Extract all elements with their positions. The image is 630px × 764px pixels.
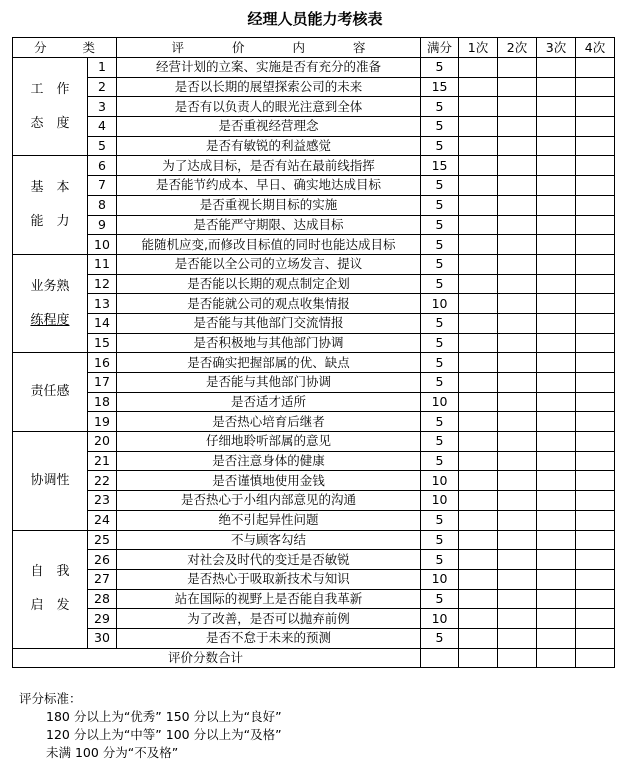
score-input-round-2[interactable] [498,392,537,412]
item-number: 5 [88,136,117,156]
table-row [13,136,615,156]
item-content: 为了达成目标，是否有站在最前线指挥 [117,156,421,176]
table-row [13,589,615,609]
score-input-round-2[interactable] [498,550,537,570]
item-content: 经营计划的立案、实施是否有充分的准备 [117,58,421,78]
item-full-score: 10 [421,392,459,412]
item-full-score: 5 [421,628,459,648]
score-input-round-2[interactable] [498,97,537,117]
score-input-round-1[interactable] [459,215,498,235]
notes-line: 180 分以上为“优秀” 150 分以上为“良好” [46,709,282,724]
score-input-round-1[interactable] [459,235,498,255]
score-input-round-3[interactable] [537,569,576,589]
item-full-score: 5 [421,117,459,137]
item-number: 29 [88,609,117,629]
score-input-round-1[interactable] [459,412,498,432]
score-input-round-2[interactable] [498,432,537,452]
score-input-round-3[interactable] [537,510,576,530]
table-header-row [13,38,615,58]
score-input-round-4[interactable] [576,530,615,550]
item-number: 7 [88,176,117,196]
item-full-score: 5 [421,550,459,570]
notes-heading: 评分标准： [19,691,82,706]
item-content: 对社会及时代的变迁是否敏锐 [117,550,421,570]
score-input-round-1[interactable] [459,510,498,530]
item-content: 不与顾客勾结 [117,530,421,550]
item-content: 是否有敏锐的利益感觉 [117,136,421,156]
score-input-round-1[interactable] [459,491,498,511]
item-number: 28 [88,589,117,609]
item-full-score: 5 [421,97,459,117]
score-input-round-2[interactable] [498,353,537,373]
item-number: 14 [88,313,117,333]
item-content: 仔细地聆听部属的意见 [117,432,421,452]
item-number: 20 [88,432,117,452]
item-full-score: 10 [421,569,459,589]
header-round-1: 1次 [459,38,498,58]
score-input-round-2[interactable] [498,136,537,156]
item-full-score: 10 [421,491,459,511]
item-full-score: 5 [421,589,459,609]
score-input-round-2[interactable] [498,215,537,235]
category-label: 协调性 [30,472,70,488]
total-score-round-4[interactable] [576,648,615,668]
score-input-round-4[interactable] [576,117,615,137]
table-row [13,254,615,274]
score-input-round-4[interactable] [576,254,615,274]
score-input-round-2[interactable] [498,510,537,530]
score-input-round-2[interactable] [498,313,537,333]
score-input-round-1[interactable] [459,136,498,156]
table-row [13,412,615,432]
score-input-round-1[interactable] [459,176,498,196]
category-cell [13,58,88,156]
page-title: 经理人员能力考核表 [247,10,383,28]
score-input-round-2[interactable] [498,628,537,648]
score-input-round-4[interactable] [576,156,615,176]
item-full-score: 5 [421,235,459,255]
score-input-round-1[interactable] [459,97,498,117]
score-input-round-2[interactable] [498,254,537,274]
item-full-score: 5 [421,451,459,471]
item-content: 是否热心培育后继者 [117,412,421,432]
category-cell [13,432,88,530]
item-content: 绝不引起异性问题 [117,510,421,530]
header-category: 分 类 [13,38,117,58]
item-full-score: 5 [421,530,459,550]
table-row [13,176,615,196]
total-label: 评价分数合计 [13,648,421,668]
item-content: 站在国际的视野上是否能自我革新 [117,589,421,609]
table-row [13,510,615,530]
category-cell [13,353,88,432]
total-full-score-cell[interactable] [421,648,459,668]
score-input-round-4[interactable] [576,589,615,609]
item-number: 24 [88,510,117,530]
item-number: 9 [88,215,117,235]
score-input-round-1[interactable] [459,58,498,78]
table-row [13,97,615,117]
item-full-score: 5 [421,215,459,235]
header-full-score: 满分 [421,38,459,58]
item-number: 23 [88,491,117,511]
score-input-round-4[interactable] [576,97,615,117]
category-cell [13,530,88,648]
score-input-round-4[interactable] [576,451,615,471]
category-label: 能 力 [30,214,70,230]
score-input-round-2[interactable] [498,156,537,176]
score-input-round-2[interactable] [498,491,537,511]
item-number: 18 [88,392,117,412]
score-input-round-3[interactable] [537,628,576,648]
score-input-round-2[interactable] [498,235,537,255]
item-full-score: 5 [421,274,459,294]
score-input-round-4[interactable] [576,58,615,78]
score-input-round-1[interactable] [459,353,498,373]
category-label: 工 作 [30,81,70,97]
table-row [13,569,615,589]
item-content: 是否能以长期的观点制定企划 [117,274,421,294]
notes-line: 未满 100 分为“不及格” [46,745,179,760]
item-content: 是否积极地与其他部门协调 [117,333,421,353]
item-number: 2 [88,77,117,97]
item-full-score: 5 [421,58,459,78]
item-full-score: 10 [421,609,459,629]
score-input-round-3[interactable] [537,176,576,196]
total-score-round-3[interactable] [537,648,576,668]
header-round-2: 2次 [498,38,537,58]
score-input-round-3[interactable] [537,333,576,353]
score-input-round-1[interactable] [459,530,498,550]
item-number: 16 [88,353,117,373]
header-round-3: 3次 [537,38,576,58]
item-content: 是否适才适所 [117,392,421,412]
score-input-round-4[interactable] [576,373,615,393]
table-row [13,313,615,333]
table-row [13,491,615,511]
item-full-score: 5 [421,313,459,333]
score-input-round-4[interactable] [576,569,615,589]
item-full-score: 5 [421,432,459,452]
score-input-round-4[interactable] [576,136,615,156]
item-full-score: 10 [421,471,459,491]
score-input-round-4[interactable] [576,628,615,648]
score-input-round-2[interactable] [498,530,537,550]
total-score-round-1[interactable] [459,648,498,668]
item-content: 能随机应变,而修改目标值的同时也能达成目标 [117,235,421,255]
score-input-round-1[interactable] [459,333,498,353]
item-number: 19 [88,412,117,432]
score-input-round-1[interactable] [459,451,498,471]
item-number: 11 [88,254,117,274]
score-input-round-3[interactable] [537,589,576,609]
item-content: 是否热心于吸取新技术与知识 [117,569,421,589]
item-content: 是否能节约成本、早日、确实地达成目标 [117,176,421,196]
score-input-round-4[interactable] [576,235,615,255]
score-input-round-2[interactable] [498,412,537,432]
item-number: 27 [88,569,117,589]
table-row [13,117,615,137]
score-input-round-4[interactable] [576,609,615,629]
table-row [13,609,615,629]
item-number: 8 [88,195,117,215]
score-input-round-2[interactable] [498,274,537,294]
score-input-round-3[interactable] [537,195,576,215]
score-input-round-1[interactable] [459,569,498,589]
table-row [13,471,615,491]
category-label: 业务熟 [30,278,70,294]
item-full-score: 5 [421,510,459,530]
category-label: 基 本 [30,180,70,196]
score-input-round-1[interactable] [459,77,498,97]
score-input-round-3[interactable] [537,432,576,452]
category-label: 责任感 [30,384,70,400]
score-input-round-4[interactable] [576,412,615,432]
notes-line: 120 分以上为“中等” 100 分以上为“及格” [46,727,282,742]
score-input-round-4[interactable] [576,510,615,530]
item-content: 是否谨慎地使用金钱 [117,471,421,491]
table-row [13,432,615,452]
score-input-round-3[interactable] [537,353,576,373]
table-row [13,333,615,353]
table-row [13,215,615,235]
score-input-round-3[interactable] [537,254,576,274]
score-input-round-1[interactable] [459,392,498,412]
item-number: 25 [88,530,117,550]
table-row [13,451,615,471]
item-full-score: 5 [421,176,459,196]
score-input-round-3[interactable] [537,550,576,570]
evaluation-table [12,37,615,668]
score-input-round-1[interactable] [459,294,498,314]
item-number: 10 [88,235,117,255]
item-content: 是否能以全公司的立场发言、提议 [117,254,421,274]
score-input-round-4[interactable] [576,274,615,294]
score-input-round-3[interactable] [537,471,576,491]
score-input-round-2[interactable] [498,373,537,393]
table-row [13,274,615,294]
category-label: 启 发 [30,598,70,614]
category-label: 自 我 [30,564,70,580]
score-input-round-3[interactable] [537,392,576,412]
item-number: 26 [88,550,117,570]
item-number: 6 [88,156,117,176]
score-input-round-1[interactable] [459,117,498,137]
item-content: 是否热心于小组内部意见的沟通 [117,491,421,511]
score-input-round-3[interactable] [537,373,576,393]
item-number: 3 [88,97,117,117]
score-input-round-2[interactable] [498,471,537,491]
item-full-score: 5 [421,254,459,274]
item-content: 是否注意身体的健康 [117,451,421,471]
score-input-round-1[interactable] [459,373,498,393]
category-label: 态 度 [30,115,70,131]
item-content: 是否重视长期目标的实施 [117,195,421,215]
item-number: 15 [88,333,117,353]
score-input-round-2[interactable] [498,294,537,314]
score-input-round-4[interactable] [576,176,615,196]
item-content: 是否能与其他部门交流情报 [117,313,421,333]
item-number: 21 [88,451,117,471]
item-full-score: 5 [421,136,459,156]
item-full-score: 5 [421,333,459,353]
item-full-score: 5 [421,195,459,215]
header-round-4: 4次 [576,38,615,58]
score-input-round-4[interactable] [576,471,615,491]
item-content: 为了改善，是否可以抛弃前例 [117,609,421,629]
total-row [13,648,615,668]
item-content: 是否能严守期限、达成目标 [117,215,421,235]
score-input-round-4[interactable] [576,77,615,97]
score-input-round-3[interactable] [537,156,576,176]
score-input-round-3[interactable] [537,97,576,117]
score-input-round-1[interactable] [459,550,498,570]
table-row [13,530,615,550]
table-row [13,195,615,215]
score-input-round-2[interactable] [498,176,537,196]
item-number: 12 [88,274,117,294]
score-input-round-1[interactable] [459,195,498,215]
score-input-round-3[interactable] [537,58,576,78]
score-input-round-1[interactable] [459,156,498,176]
score-input-round-3[interactable] [537,491,576,511]
score-input-round-3[interactable] [537,609,576,629]
item-number: 22 [88,471,117,491]
table-row [13,353,615,373]
item-content: 是否确实把握部属的优、缺点 [117,353,421,373]
item-content: 是否能就公司的观点收集情报 [117,294,421,314]
score-input-round-1[interactable] [459,589,498,609]
category-cell [13,254,88,352]
category-label: 练程度 [30,312,70,328]
score-input-round-3[interactable] [537,136,576,156]
score-input-round-4[interactable] [576,333,615,353]
score-input-round-4[interactable] [576,392,615,412]
item-number: 13 [88,294,117,314]
score-input-round-1[interactable] [459,628,498,648]
score-input-round-4[interactable] [576,432,615,452]
table-row [13,58,615,78]
score-input-round-2[interactable] [498,333,537,353]
table-row [13,550,615,570]
score-input-round-4[interactable] [576,313,615,333]
score-input-round-1[interactable] [459,471,498,491]
score-input-round-1[interactable] [459,313,498,333]
score-input-round-4[interactable] [576,353,615,373]
score-input-round-2[interactable] [498,569,537,589]
score-input-round-1[interactable] [459,609,498,629]
table-row [13,235,615,255]
item-full-score: 15 [421,156,459,176]
score-input-round-2[interactable] [498,589,537,609]
item-number: 17 [88,373,117,393]
item-full-score: 5 [421,353,459,373]
score-input-round-3[interactable] [537,412,576,432]
table-row [13,373,615,393]
score-input-round-2[interactable] [498,77,537,97]
item-content: 是否以长期的展望探索公司的未来 [117,77,421,97]
item-full-score: 5 [421,412,459,432]
score-input-round-3[interactable] [537,530,576,550]
table-row [13,77,615,97]
score-input-round-3[interactable] [537,313,576,333]
score-input-round-4[interactable] [576,491,615,511]
item-number: 30 [88,628,117,648]
item-full-score: 10 [421,294,459,314]
score-input-round-4[interactable] [576,294,615,314]
scoring-notes [19,690,282,762]
table-row [13,628,615,648]
score-input-round-3[interactable] [537,451,576,471]
score-input-round-1[interactable] [459,254,498,274]
table-row [13,294,615,314]
score-input-round-4[interactable] [576,550,615,570]
score-input-round-3[interactable] [537,235,576,255]
item-content: 是否能与其他部门协调 [117,373,421,393]
score-input-round-3[interactable] [537,117,576,137]
score-input-round-3[interactable] [537,274,576,294]
table-row [13,156,615,176]
score-input-round-3[interactable] [537,294,576,314]
score-input-round-1[interactable] [459,432,498,452]
score-input-round-4[interactable] [576,195,615,215]
score-input-round-2[interactable] [498,117,537,137]
category-cell [13,156,88,254]
item-content: 是否有以负责人的眼光注意到全体 [117,97,421,117]
item-number: 4 [88,117,117,137]
item-full-score: 5 [421,373,459,393]
score-input-round-2[interactable] [498,609,537,629]
score-input-round-4[interactable] [576,215,615,235]
score-input-round-2[interactable] [498,58,537,78]
score-input-round-2[interactable] [498,195,537,215]
item-content: 是否重视经营理念 [117,117,421,137]
item-number: 1 [88,58,117,78]
table-row [13,392,615,412]
item-content: 是否不怠于未来的预测 [117,628,421,648]
score-input-round-3[interactable] [537,77,576,97]
score-input-round-3[interactable] [537,215,576,235]
score-input-round-2[interactable] [498,451,537,471]
item-full-score: 15 [421,77,459,97]
score-input-round-1[interactable] [459,274,498,294]
total-score-round-2[interactable] [498,648,537,668]
header-content: 评 价 内 容 [117,38,421,58]
